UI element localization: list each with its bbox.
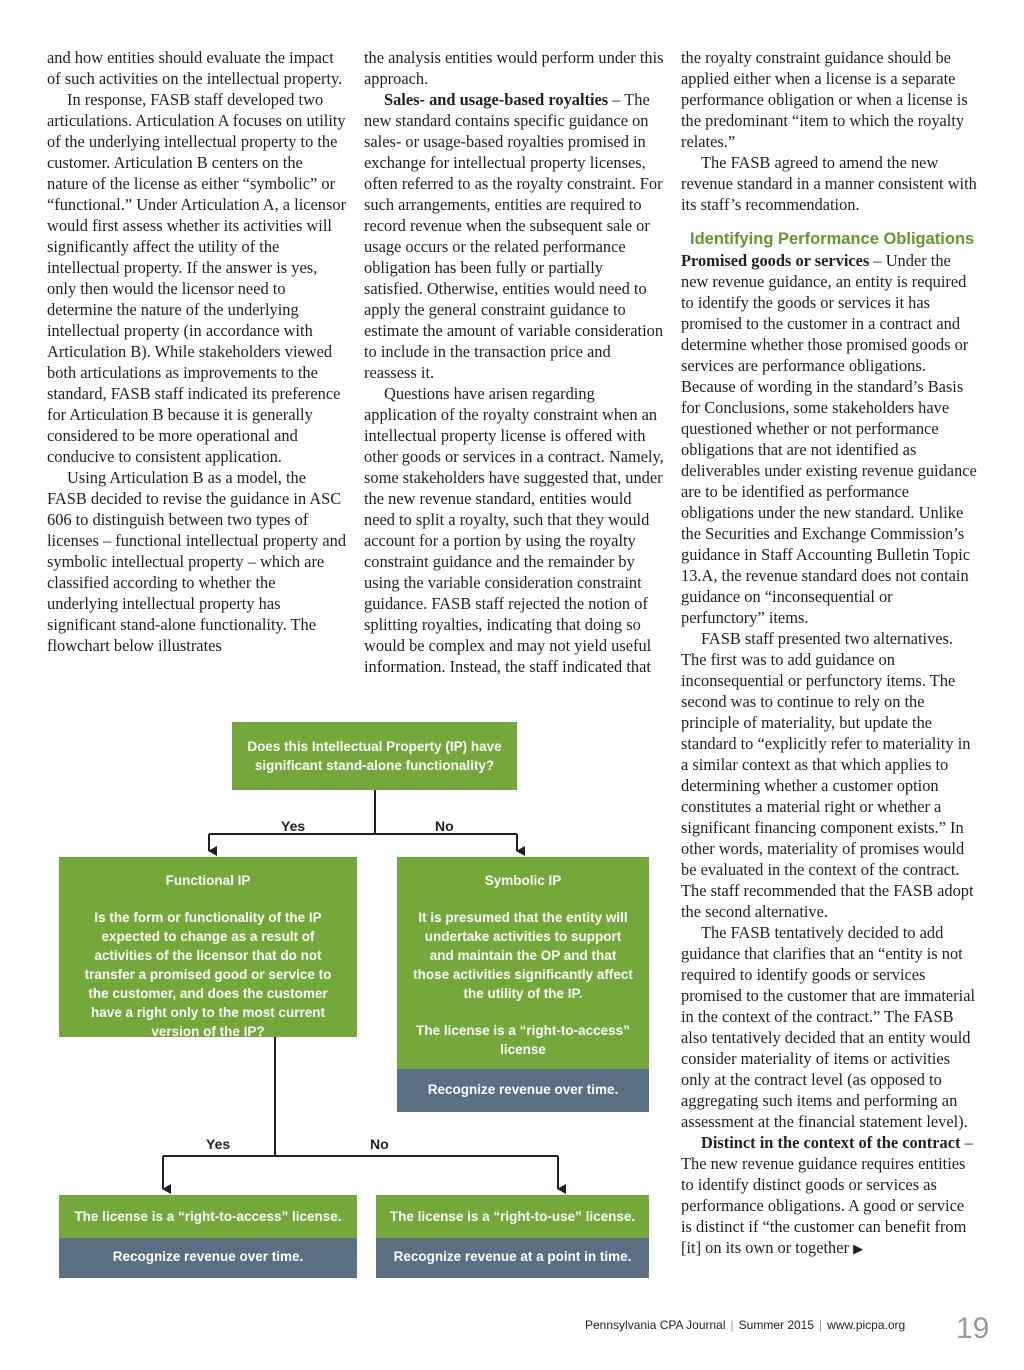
journal-name: Pennsylvania CPA Journal — [585, 1318, 726, 1332]
promised-goods-lead: Promised goods or services — [681, 251, 870, 270]
symbolic-ip-title: Symbolic IP — [484, 873, 562, 888]
col3-paragraph-5: The FASB tentatively decided to add guidance that clarifies that an “entity is not required to identify goods or services promised to the customer that are immaterial in the context of the contract.” The FASB also tentatively decided that an entity would consider materiality of items or activities only at the contract level (as opposed to aggregating such items and performing an assessment at the financial statement level). — [681, 923, 976, 1131]
functional-ip-title: Functional IP — [165, 873, 251, 888]
col1-paragraph-3: Using Articulation B as a model, the FASB decided to revise the guidance in ASC 606 to distinguish between two types of licenses – functional intellectual property and symbolic intellectual property – which are classified according to whether the underlying intellectual property has significant stand-alone functionality. The flowchart below illustrates — [47, 468, 347, 655]
footer-separator-2: | — [819, 1318, 823, 1332]
journal-issue: Summer 2015 — [738, 1318, 815, 1332]
yes-label-top: Yes — [281, 818, 306, 834]
symbolic-ip-box — [397, 857, 649, 1069]
flowchart-question-text: Does this Intellectual Property (IP) have significant stand-alone functionality? — [247, 739, 502, 773]
promised-goods-body: – Under the new revenue guidance, an entity is required to identify the goods or services it has promised to the customer in a contract and determine whether those promised goods or services are performance obligations. Because of wording in the standard’s Basis for Conclusions, some stakeholders have questioned whether or not performance obligations that are not identified as deliverables under existing revenue guidance are to be identified as performance obligations under the new standard. Unlike the Securities and Exchange Commission’s guidance in Staff Accounting Bulletin Topic 13.A, the revenue standard does not contain guidance on “inconsequential or perfunctory” items. — [681, 251, 977, 627]
page-footer — [585, 1318, 905, 1332]
no-label-top: No — [435, 818, 454, 834]
page-number: 19 — [956, 1312, 990, 1345]
no-label-bottom: No — [370, 1136, 389, 1152]
right-to-use-text: The license is a “right-to-use” license. — [389, 1209, 636, 1224]
right-to-use-box — [376, 1195, 649, 1238]
symbolic-revenue-text: Recognize revenue over time. — [427, 1082, 619, 1097]
functional-ip-box — [59, 857, 357, 1037]
royalties-lead: Sales- and usage-based royalties — [384, 90, 609, 109]
use-revenue-text: Recognize revenue at a point in time. — [393, 1249, 632, 1264]
right-to-access-text: The license is a “right-to-access” license. — [74, 1209, 342, 1224]
col2-paragraph-3: Questions have arisen regarding application of the royalty constraint when an intellectual property license is offered with other goods or services in a contract. Namely, some stakeholders have suggested that, under the new revenue standard, entities would need to split a royalty, such that they would account for a portion by using the royalty constraint guidance and the remainder by using the variable consideration constraint guidance. FASB staff rejected the notion of splitting royalties, indicating that doing so would be complex and may not yield useful information. Instead, the staff indicated that — [364, 384, 664, 676]
royalties-body: – The new standard contains specific guidance on sales- or usage-based royalties promised in exchange for intellectual property licenses, often referred to as the royalty constraint. For such arrangements, entities are required to record revenue when the subsequent sale or usage occurs or the related performance obligation has been fully or partially satisfied. Otherwise, entities would need to apply the general constraint guidance to estimate the amount of variable consideration to include in the transaction price and reassess it. — [364, 90, 664, 382]
col3-paragraph-1: the royalty constraint guidance should be applied either when a license is a separate performance obligation or when a license is the predominant “item to which the royalty relates.” — [681, 48, 968, 151]
symbolic-ip-license: The license is a “right-to-access” license — [416, 1023, 630, 1057]
flowchart-question-box — [232, 722, 517, 790]
access-revenue-box — [59, 1238, 357, 1278]
symbolic-ip-text: It is presumed that the entity will undertake activities to support and maintain the OP and that those activities significantly affect the utility of the IP. — [413, 910, 633, 1001]
col2-paragraph-1: the analysis entities would perform under this approach. — [364, 48, 664, 88]
col3-paragraph-4: FASB staff presented two alternatives. The first was to add guidance on inconsequential or perfunctory items. The second was to continue to rely on the principle of materiality, but update the standard to “explicitly refer to materiality in a similar context as that which applies to determining whether a customer option constitutes a material right or whether a significant financing component exists.” In other words, materiality of promises would be evaluated in the context of the contract. The staff recommended that the FASB adopt the second alternative. — [681, 629, 974, 921]
col3-paragraph-2: The FASB agreed to amend the new revenue standard in a manner consistent with its staff’s recommendation. — [681, 153, 977, 214]
footer-separator-1: | — [730, 1318, 734, 1332]
continue-arrow-icon: ▶ — [853, 1242, 864, 1257]
distinct-lead: Distinct in the context of the contract — [701, 1133, 961, 1152]
functional-ip-question: Is the form or functionality of the IP expected to change as a result of activities of the licensor that do not transfer a promised good or service to the customer, and does the customer have a right only to the most current version of the IP? — [84, 910, 332, 1039]
access-revenue-text: Recognize revenue over time. — [112, 1249, 304, 1264]
yes-label-bottom: Yes — [206, 1136, 231, 1152]
distinct-body: – The new revenue guidance requires entities to identify distinct goods or services as performance obligations. A good or service is distinct if “the customer can benefit from [it] on its own or together — [681, 1133, 973, 1257]
use-revenue-box — [376, 1238, 649, 1278]
journal-url[interactable]: www.picpa.org — [827, 1318, 906, 1332]
right-to-access-box — [59, 1195, 357, 1238]
section-heading: Identifying Performance Obligations — [690, 230, 975, 248]
symbolic-revenue-box — [397, 1069, 649, 1112]
col1-paragraph-2: In response, FASB staff developed two articulations. Articulation A focuses on utility of the underlying intellectual property to the customer. Articulation B centers on the nature of the license as either “symbolic” or “functional.” Under Articulation A, a licensor would first assess whether its activities will significantly affect the utility of the intellectual property. If the answer is yes, only then would the licensor need to determine the nature of the underlying intellectual property (in accordance with Articulation B). While stakeholders viewed both articulations as improvements to the standard, FASB staff indicated its preference for Articulation B because it is generally considered to be more operational and conducive to consistent application. — [47, 90, 347, 466]
col1-paragraph-1: and how entities should evaluate the impact of such activities on the intellectual property. — [47, 48, 343, 88]
